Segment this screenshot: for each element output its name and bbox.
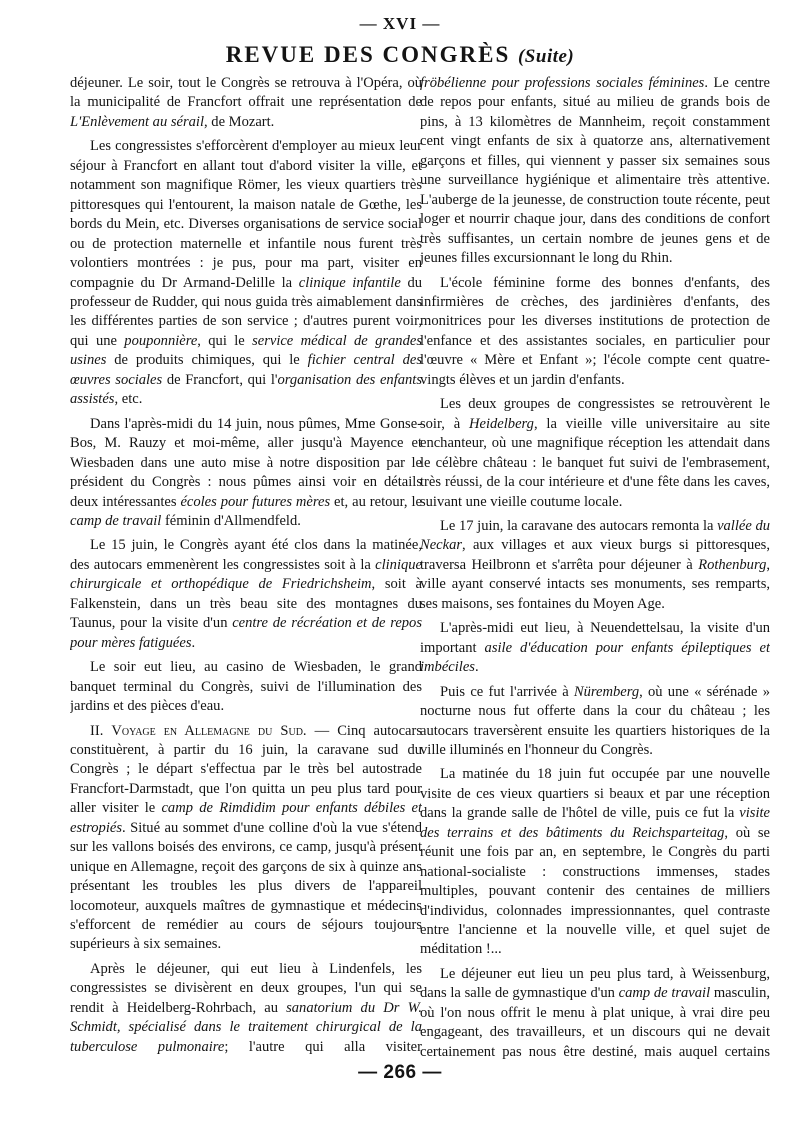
text-run: , qui le	[197, 332, 253, 349]
italic-phrase: sanatorium du Dr W. Schmidt, spécialisé dans le traitement chirurgical de la tuberculose pulmonaire	[70, 999, 422, 1055]
paragraph	[420, 274, 770, 391]
text-run: de produits chimiques, qui le	[106, 352, 308, 369]
italic-phrase: asile d'éducation pour enfants épileptiques et imbéciles	[420, 639, 770, 676]
text-run: L'après-midi eut lieu, à Neuendettelsau, la visite d'un important	[420, 620, 770, 656]
running-title-text: REVUE DES CONGRÈS	[225, 42, 511, 67]
italic-phrase: service médical de grandes usines	[70, 332, 422, 369]
text-run: , etc.	[114, 391, 143, 408]
paragraph	[420, 683, 770, 761]
paragraph	[420, 765, 770, 960]
text-run: , la vieille ville universitaire au site enchanteur, où une magnifique réception les attendait dans le célèbre château : le banquet fut suivi de l'embrasement, très réussi, de la cour intérieure et d'une fête dans les caves, suivant une vieille coutume locale.	[420, 415, 770, 510]
italic-phrase: Nüremberg	[573, 683, 640, 700]
text-run: féminin d'Allmendfeld.	[161, 512, 301, 529]
section-heading: Voyage en Allemagne du Sud.	[111, 722, 307, 739]
paragraph	[70, 658, 422, 716]
text-run: Le déjeuner eut lieu un peu plus tard, à Weissenburg, dans la salle de gymnastique d'un	[420, 965, 770, 1002]
text-run: La matinée du 18 juin fut occupée par une nouvelle visite de ces vieux quartiers si beaux et par une réception dans la grande salle de l'hôtel de ville, puis ce fut la	[420, 766, 770, 822]
paragraph	[70, 74, 422, 132]
italic-phrase: vallée du Neckar	[420, 517, 770, 554]
italic-phrase: écoles pour futures mères	[180, 493, 331, 510]
paragraph	[420, 965, 770, 1059]
left-column	[70, 74, 422, 1059]
text-run: , soit à Falkenstein, dans un très beau site des montagnes du Taunus, pour la visite d'un	[70, 576, 422, 632]
paragraph	[70, 415, 422, 532]
text-run: masculin, où l'on nous offrit le menu à plat unique, à vrai dire peu engageant, des travailleurs, et un discours qui ne devait certainement pas nous être destiné, mais auquel certains	[420, 985, 770, 1059]
italic-phrase: clinique infantile	[298, 274, 401, 291]
paragraph	[420, 619, 770, 677]
right-column	[420, 74, 770, 1059]
text-run: Le soir eut lieu, au casino de Wiesbaden, le grand banquet terminal du Congrès, suivi de l'illumination des jardins et des pièces d'eau.	[70, 659, 422, 715]
running-title-suffix: (Suite)	[517, 46, 575, 67]
text-run: et, au retour, le	[330, 493, 422, 510]
text-run: II.	[90, 722, 112, 739]
text-run: Le 17 juin, la caravane des autocars remonta la	[440, 517, 718, 534]
italic-phrase: clinique chirurgicale et orthopédique de Friedrichsheim	[70, 556, 422, 593]
folio-roman: — XVI —	[359, 14, 441, 33]
text-run: de Francfort, qui l'	[162, 371, 278, 388]
italic-phrase: fröbélienne pour professions sociales féminines	[420, 75, 705, 91]
text-run: , de Mozart.	[204, 113, 275, 130]
text-run: Puis ce fut l'arrivée à	[440, 683, 574, 700]
italic-phrase: visite des terrains et des bâtiments du Reichsparteitag	[420, 805, 770, 841]
paragraph	[420, 395, 770, 512]
text-run: du professeur de Rudder, qui nous guida très aimablement dans les différentes parties de son service ; d'autres purent voir, qui une	[70, 274, 422, 349]
italic-phrase: fichier central des œuvres sociales	[70, 352, 422, 388]
text-run: , où se réunit une fois par an, en septembre, le Congrès du parti national-socialiste : constructions immenses, stades multiples, pouvant contenir des centaines de milliers d'individus, colonnades impressionnantes, quel contraste entre l'ancienne et la nouvelle ville, et quel sujet de méditation !...	[420, 824, 770, 958]
paragraph	[420, 517, 770, 614]
text-run: Les congressistes s'efforcèrent d'employer au mieux leur séjour à Francfort en allant tout d'abord visiter la ville, et notamment son magnifique Römer, les vieux quartiers très pittoresques qui l'entourent, la maison natale de Gœthe, les bords du Mein, etc. Diverses organisations de service social ou de protection maternelle et infantile nous furent très volontiers montrées : je pus, pour ma part, visiter en compagnie du Dr Armand-Delille la	[70, 138, 422, 291]
italic-phrase: pouponnière	[124, 332, 198, 349]
italic-phrase: camp de travail	[70, 512, 162, 529]
text-run: . Situé au sommet d'une colline d'où la vue s'étend sur les vallons boisés des environs, ce camp, jusqu'à présent unique en Allemagne, reçoit des garçons de six à quinze ans présentant les troubles les plus divers de l'appareil locomoteur, auxquels maîtres de gymnastique et médecins s'efforcent de remédier au cours de séjours toujours supérieurs à six semaines.	[70, 819, 422, 953]
text-run: Dans l'après-midi du 14 juin, nous pûmes, Mme Gonse-Bos, M. Rauzy et moi-même, aller jusqu'à Mayence et Wiesbaden dans une auto mise à notre disposition par le président du Congrès : nous pûmes ainsi voir en détails deux intéressantes	[70, 415, 422, 510]
paragraph	[70, 536, 422, 653]
text-run: , ville ayant conservé intacts ses monuments, ses remparts, ses maisons, ses fontaines du Moyen Age.	[420, 556, 770, 612]
paragraph	[70, 960, 422, 1059]
paragraph	[70, 722, 422, 955]
page-number: — 266 —	[358, 1062, 442, 1083]
italic-phrase: centre de récréation et de repos pour mères fatiguées	[70, 615, 422, 651]
text-run: , aux villages et aux vieux burgs si pittoresques, traversa Heilbronn et s'arrêta pour déjeuner à	[420, 537, 770, 573]
text-run: .	[474, 659, 479, 676]
text-run: Les deux groupes de congressistes se retrouvèrent le soir, à	[420, 396, 770, 432]
text-run: Après le déjeuner, qui eut lieu à Lindenfels, les congressistes se divisèrent en deux groupes, l'un qui se rendit à Heidelberg-Rohrbach, au	[70, 960, 422, 1016]
text-run: ; l'autre qui alla visiter	[224, 1038, 422, 1055]
text-run: .	[191, 634, 196, 651]
italic-phrase: Heidelberg	[469, 415, 534, 432]
italic-phrase: camp de Rimdidim pour enfants débiles et estropiés	[70, 800, 422, 836]
italic-phrase: L'Enlèvement au sérail	[70, 113, 205, 130]
paragraph	[70, 137, 422, 409]
italic-phrase: organisation des enfants assistés	[70, 371, 422, 408]
text-run: . Le centre de repos pour enfants, situé au milieu de grands bois de pins, à 13 kilomètres de Mannheim, reçoit constamment cent vingt enfants de six à quatorze ans, alternativement garçons et filles, qui viennent y passer six semaines sous une surveillance hygiénique et alimentaire très attentive. L'auberge de la jeunesse, de construction toute récente, peut loger et nourrir chaque jour, dans des conditions de confort très suffisantes, un certain nombre de jeunes gens et de jeunes filles excursionnant le long du Rhin.	[420, 75, 770, 267]
paragraph	[420, 74, 770, 269]
text-run: Le 15 juin, le Congrès ayant été clos dans la matinée, des autocars emmenèrent les congressistes soit à la	[70, 537, 422, 573]
running-title	[0, 42, 800, 68]
text-run: déjeuner. Le soir, tout le Congrès se retrouva à l'Opéra, où la municipalité de Francfort offrait une représentation de	[70, 75, 422, 111]
text-run: , où une « sérénade » nocturne nous fut offerte dans la cour du château ; les autocars traversèrent ensuite les quartiers historiques de la ville illuminés en l'honneur du Congrès.	[420, 683, 770, 758]
text-run: — Cinq autocars constituèrent, à partir du 16 juin, la caravane sud du Congrès ; le départ s'effectua par le très bel autostrade Francfort-Darmstadt, que l'on quitta un peu plus tard pour aller visiter le	[70, 722, 422, 817]
italic-phrase: camp de travail	[618, 985, 711, 1002]
italic-phrase: Rothenburg	[698, 556, 767, 573]
text-run: L'école féminine forme des bonnes d'enfants, des infirmières de crèches, des jardinières d'enfants, des monitrices pour les diverses institutions de protection de l'enfance et des assistantes sociales, en particulier pour l'œuvre « Mère et Enfant »; l'école compte cent quatre-vingts élèves et un jardin d'enfants.	[420, 274, 770, 388]
